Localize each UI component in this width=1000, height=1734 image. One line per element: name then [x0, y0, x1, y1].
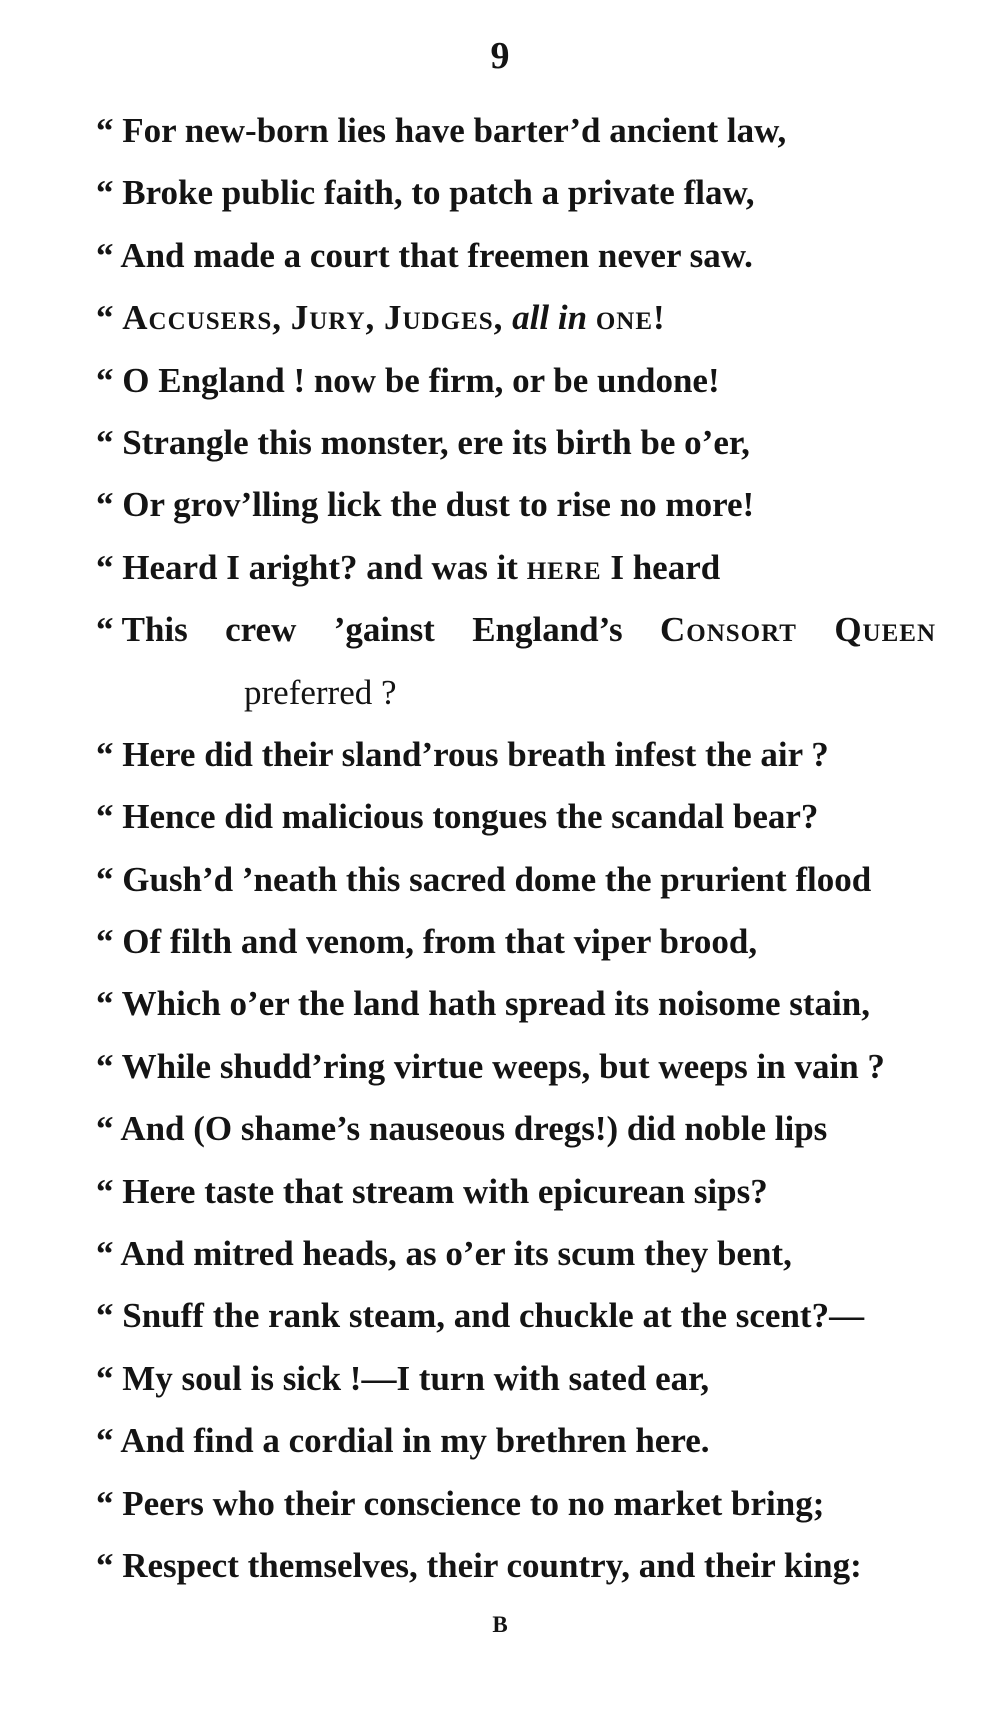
verse-word: ’gainst [333, 610, 435, 650]
verse-fragment: I heard [610, 547, 721, 587]
verse-line: “ Snuff the rank steam, and chuckle at the scent?— [96, 1296, 865, 1336]
small-caps-word: here [526, 547, 602, 587]
small-caps-word: Judges, [384, 298, 504, 338]
small-caps-word: Queen [834, 610, 936, 650]
small-caps-word: one [595, 298, 653, 338]
small-caps-word: Accusers, [122, 298, 282, 338]
page-number: 9 [490, 35, 510, 77]
italic-words: all in [512, 298, 588, 338]
verse-line: “ O England ! now be firm, or be undone! [96, 360, 720, 400]
verse-line: “ Peers who their conscience to no market bring; [96, 1483, 825, 1523]
verse-line: “ Strangle this monster, ere its birth be o’er, [96, 422, 750, 462]
verse-line: “ Which o’er the land hath spread its noisome stain, [96, 984, 870, 1024]
verse-line: “ Of filth and venom, from that viper brood, [96, 922, 758, 962]
verse-word: “ This [96, 610, 188, 650]
verse-line: “ My soul is sick !—I turn with sated ear, [96, 1358, 710, 1398]
quote-mark: “ [96, 298, 114, 338]
verse-fragment: “ Heard I aright? and was it [96, 547, 518, 587]
verse-line: “ And find a cordial in my brethren here. [96, 1421, 710, 1461]
poem-text [96, 100, 936, 1597]
verse-line: “ And made a court that freemen never saw. [96, 235, 753, 275]
verse-line: “ Or grov’lling lick the dust to rise no more! [96, 485, 755, 525]
verse-line: “ And mitred heads, as o’er its scum they bent, [96, 1234, 792, 1274]
verse-line: “ Respect themselves, their country, and their king: [96, 1545, 862, 1585]
verse-line [96, 599, 936, 661]
verse-line [96, 287, 936, 349]
verse-line: “ Here taste that stream with epicurean sips? [96, 1171, 768, 1211]
verse-line: “ For new-born lies have barter’d ancient law, [96, 111, 787, 150]
verse-line: “ Gush’d ’neath this sacred dome the prurient flood [96, 859, 872, 899]
verse-line: “ Here did their sland’rous breath infest the air ? [96, 734, 829, 774]
signature-mark: B [492, 1612, 508, 1637]
verse-line: “ Hence did malicious tongues the scandal bear? [96, 797, 819, 837]
verse-line-continuation: preferred ? [244, 672, 397, 712]
verse-word: crew [225, 610, 297, 650]
punctuation: ! [653, 298, 665, 338]
verse-line: “ Broke public faith, to patch a private flaw, [96, 173, 755, 213]
small-caps-word: Consort [659, 610, 797, 650]
verse-line: “ And (O shame’s nauseous dregs!) did noble lips [96, 1109, 828, 1149]
verse-line: “ While shudd’ring virtue weeps, but weeps in vain ? [96, 1046, 885, 1086]
verse-line [96, 537, 936, 599]
verse-word: England’s [472, 610, 623, 650]
small-caps-word: Jury, [290, 298, 376, 338]
